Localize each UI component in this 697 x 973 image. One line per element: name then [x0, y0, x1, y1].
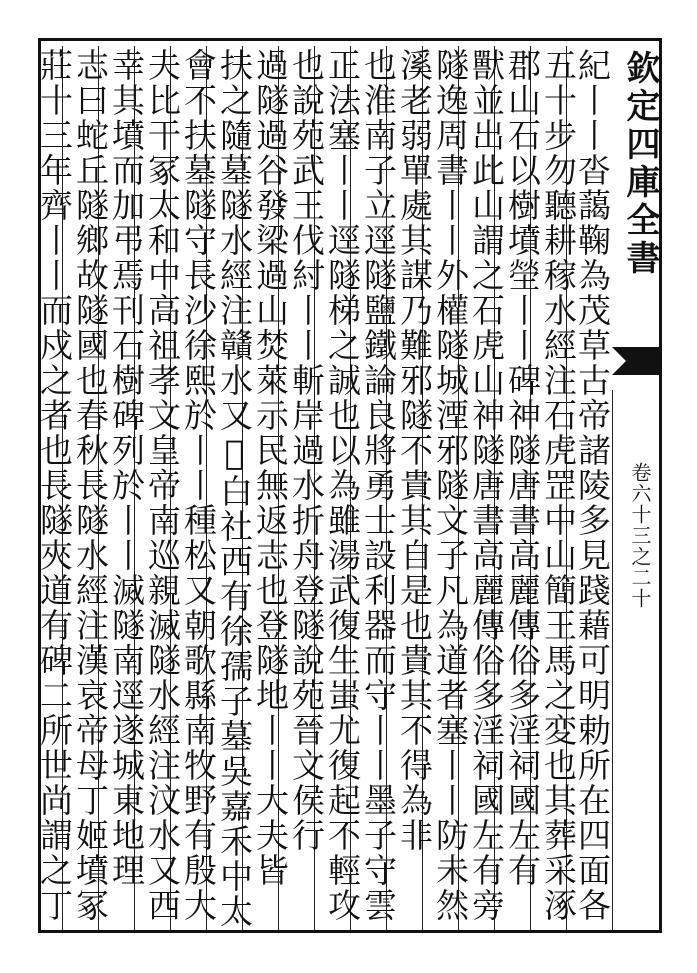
volume-label: 卷六十三之二十	[628, 462, 652, 609]
text-column-8: 正法塞丨丨逕隧梯之誠也以為雖湯武復生蚩尤復起不輕攻	[323, 48, 362, 923]
text-column-12: 會不扶墓隧守長沙徐熙於丨丨種松又朝歌縣南牧野有殷大	[179, 48, 218, 923]
text-column-2: 五十步勿聽耕稼水經注石虎罡中山簡王馬之変也其葬采涿	[539, 48, 578, 923]
text-column-16: 莊十三年齊丨丨而戍之者也長隧夾道有碑二所世尚謂之丁	[35, 48, 74, 923]
text-column-1: 紀丨丨沓藹鞠為茂草古帝諸陵多見踐藉可明勅所在四面各	[573, 48, 612, 923]
text-column-3: 郡山石以樹墳塋丨丨碑神隧唐書高麗傳俗多淫祠國左有	[503, 48, 542, 888]
text-column-4: 獸並出此山謂之石虎山神隧唐書高麗傳俗多淫祠國左有旁	[467, 48, 506, 923]
text-column-6: 溪老弱單處其謀乃難邪隧不貴其自是也貴其不得為非	[395, 48, 434, 853]
book-title: 欽定四庫全書	[620, 50, 660, 278]
margin-rule	[612, 390, 613, 930]
text-column-7: 也淮南子立逕隧鹽鐵論良將勇士設利器而守丨丨墨子守雲	[359, 48, 398, 923]
text-column-9: 也說苑武王伐紂丨丨斬岸過水折舟登隧說苑晉文侯行	[287, 48, 326, 853]
text-column-10: 過隧過谷發梁過山焚萊示民無返志也登隧地丨丨大夫皆	[251, 48, 290, 888]
text-column-13: 夫比干冢太和中高祖孝文皇帝南巡親滅隧水經注汶水又西	[143, 48, 182, 923]
page-margin	[612, 42, 662, 930]
text-column-11: 扶之隨墓隧水經注贛水又𢈪白社西有徐孺子墓吳嘉禾中太	[215, 48, 254, 929]
text-column-5: 隧逸周書丨丨外權隧城湮邪隧文子凡為道者塞丨丨防未然	[431, 48, 470, 923]
text-column-15: 志曰蛇丘隧鄉故隧國也春秋長隧水經注漢哀帝母丁姬墳冢	[71, 48, 110, 923]
text-column-14: 幸其墳而加弔焉刊石樹碑列於丨丨滅隧南逕遂城東地理	[107, 48, 146, 888]
fishtail-mark-icon	[612, 347, 662, 375]
